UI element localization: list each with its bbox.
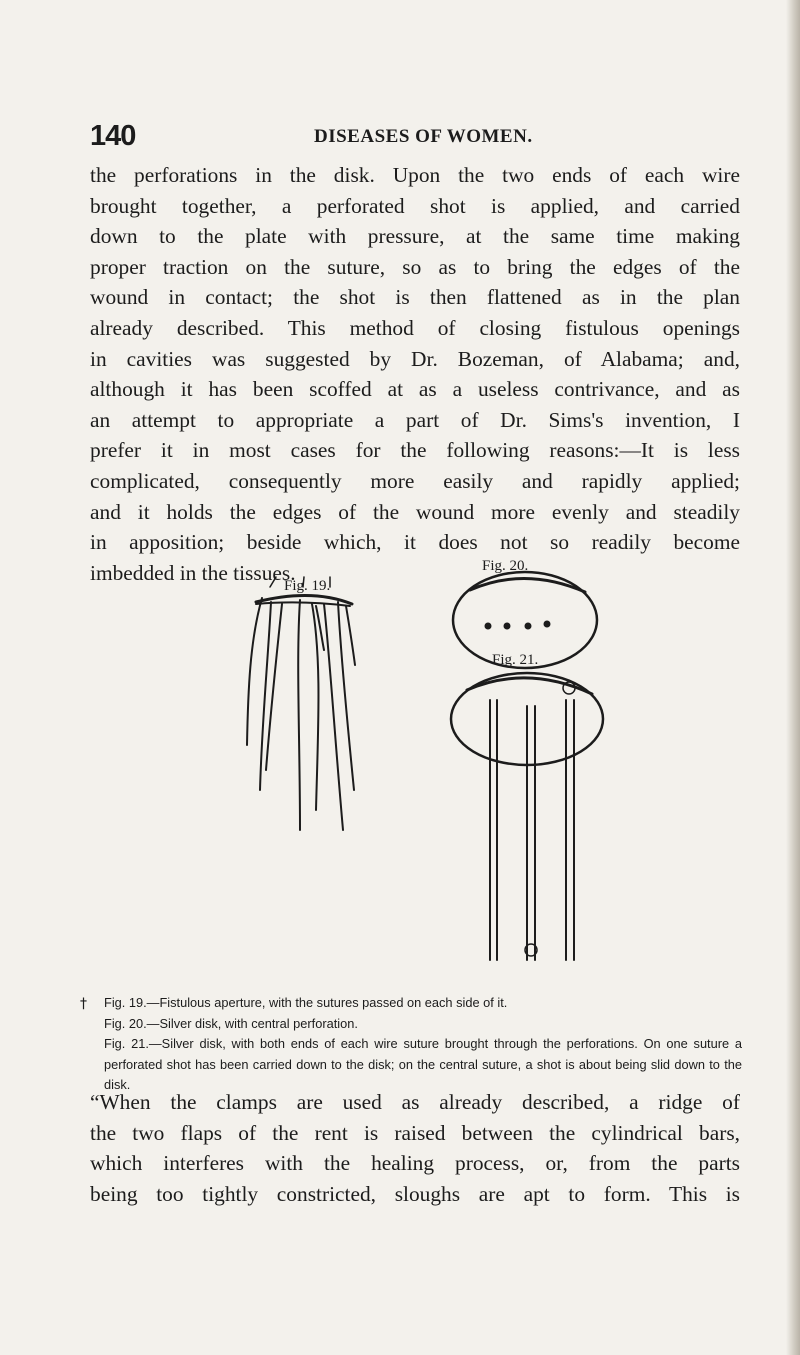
text-line: down to the plate with pressure, at the same time making [90,224,740,249]
running-title: DISEASES OF WOMEN. [314,126,533,147]
text-line: “When the clamps are used as already described, a ridge of [90,1090,740,1114]
text-line: in cavities was suggested by Dr. Bozeman, of Alabama; and, [90,346,740,371]
text-line: the two flaps of the rent is raised between the cylindrical bars, [90,1120,740,1145]
caption-fig-21: Fig. 21.—Silver disk, with both ends of each wire suture brought through the perforations. On one suture a perforated shot has been carried down to the disk; on the central suture, a shot is about being slid down to the disk. [104,1036,742,1092]
text-line: prefer it in most cases for the following reasons:—It is less [90,438,740,463]
fig-20-label: Fig. 20. [482,558,529,574]
printer-mark-glyph: † [80,996,87,1012]
text-line: imbedded in the tissues. [90,560,296,585]
text-line: in apposition; beside which, it does not so readily become [90,530,740,555]
fig-20-silver-disk-illustration [453,572,597,668]
text-line: wound in contact; the shot is then flattened as in the plan [90,285,740,310]
caption-fig-19: Fig. 19.—Fistulous aperture, with the sutures passed on each side of it. [104,995,508,1010]
page-number: 140 [90,120,136,152]
text-line: and it holds the edges of the wound more evenly and steadily [90,499,740,524]
text-line: proper traction on the suture, so as to bring the edges of the [90,254,740,279]
text-line: complicated, consequently more easily and rapidly applied; [90,468,740,493]
text-line: the perforations in the disk. Upon the two ends of each wire [90,163,740,187]
text-line: already described. This method of closing fistulous openings [90,315,740,340]
text-line: being too tightly constricted, sloughs are apt to form. This is [90,1181,740,1206]
fig-19-fistula-sutures-illustration [247,577,355,830]
caption-fig-20: Fig. 20.—Silver disk, with central perforation. [104,1015,358,1031]
figure-captions [90,993,742,1096]
fig-21-label: Fig. 21. [492,652,539,668]
fig-21-disk-with-wires-illustration [451,673,603,960]
text-line: brought together, a perforated shot is applied, and carried [90,193,740,218]
text-line: which interferes with the healing process, or, from the parts [90,1151,740,1176]
fig-19-label: Fig. 19. [284,578,331,594]
text-line: an attempt to appropriate a part of Dr. Sims's invention, I [90,407,740,432]
body-paragraph-2 [90,1087,740,1209]
text-line: although it has been scoffed at as a useless contrivance, and as [90,377,740,402]
